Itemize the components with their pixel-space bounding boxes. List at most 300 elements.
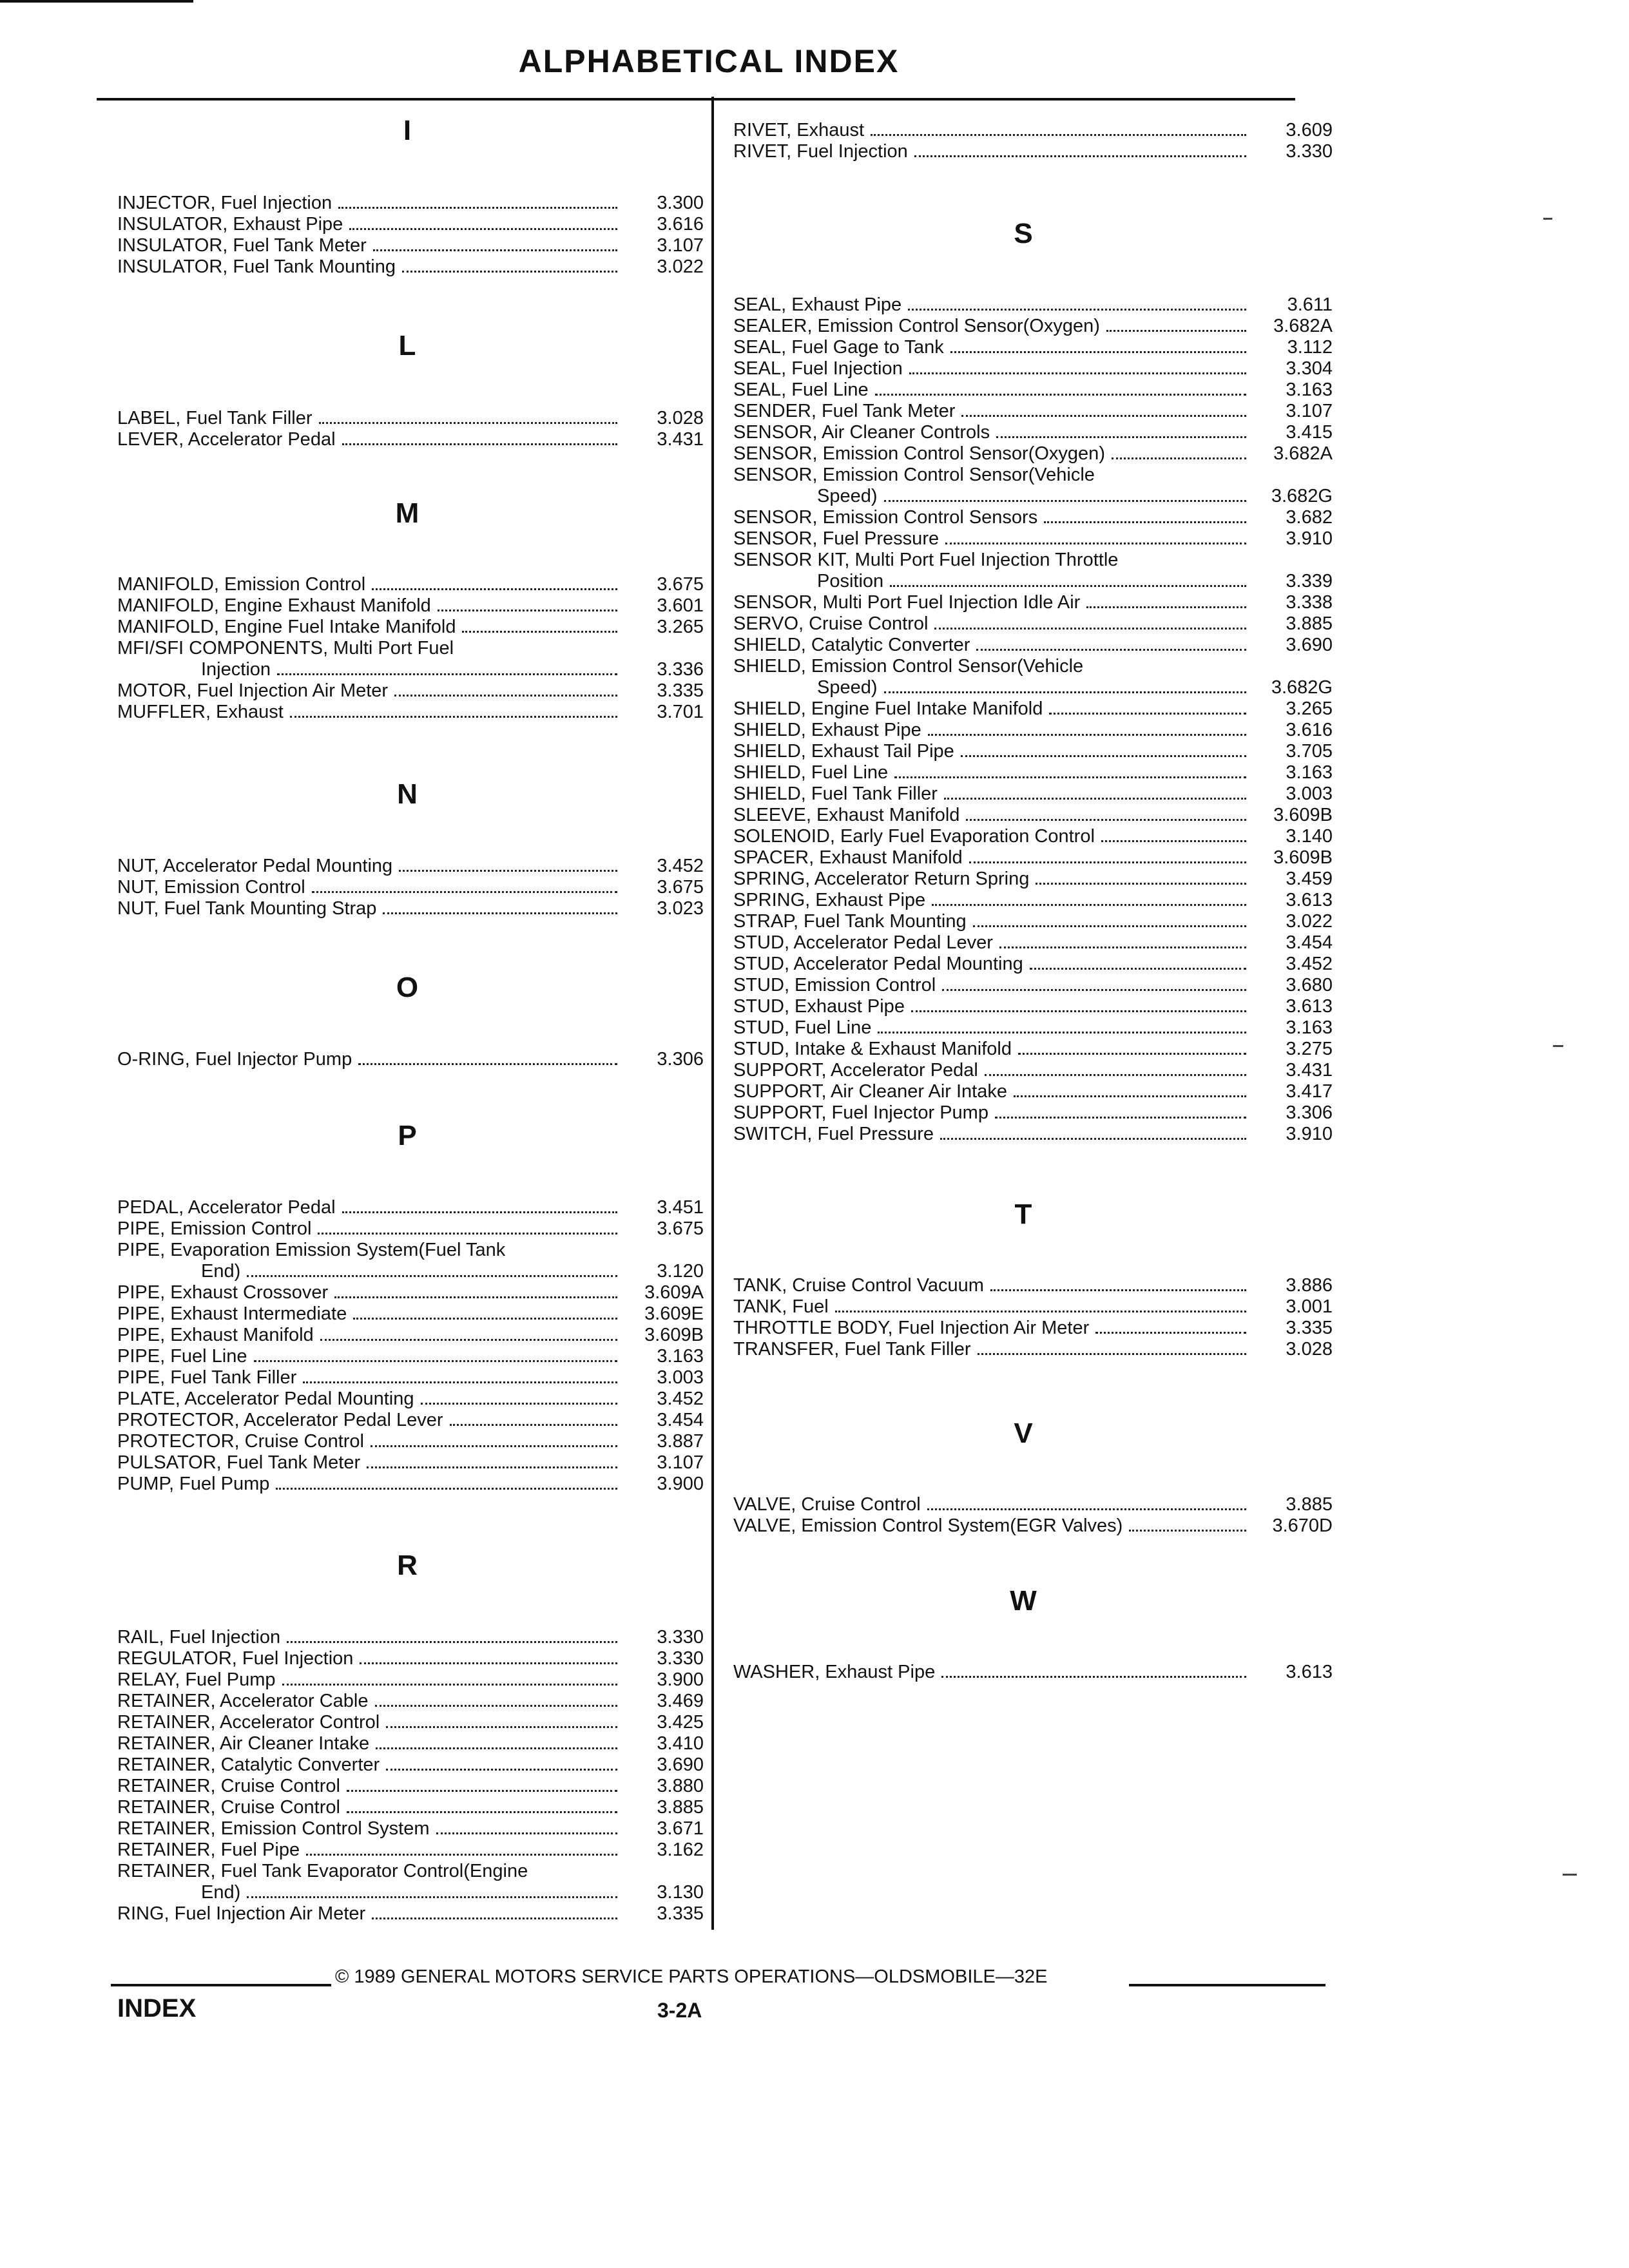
index-entry <box>117 680 704 702</box>
entry-text: RELAY, Fuel Pump <box>117 1669 276 1690</box>
entry-page-number: 3.107 <box>657 1452 704 1473</box>
entry-page-number: 3.028 <box>657 408 704 428</box>
dot-leader <box>927 1508 1246 1510</box>
index-entry <box>733 932 1333 954</box>
index-entry <box>117 1818 704 1840</box>
dot-leader <box>1112 457 1246 459</box>
index-entry <box>733 762 1333 783</box>
index-entry <box>117 1048 704 1070</box>
entry-text: SHIELD, Exhaust Tail Pipe <box>733 741 954 762</box>
index-entry <box>733 1274 1333 1296</box>
entry-page-number: 3.162 <box>657 1840 704 1860</box>
entry-text: RETAINER, Fuel Tank Evaporator Control(Engine <box>117 1861 528 1881</box>
index-entry <box>117 1839 704 1861</box>
entry-page-number: 3.682G <box>1271 486 1333 506</box>
index-entry <box>733 294 1333 316</box>
index-entry <box>733 549 1333 571</box>
entry-text: TANK, Cruise Control Vacuum <box>733 1275 984 1296</box>
dot-leader <box>909 372 1246 374</box>
entry-page-number: 3.682A <box>1273 443 1333 464</box>
index-entry <box>733 910 1333 932</box>
entry-page-number: 3.616 <box>1286 720 1333 740</box>
entry-page-number: 3.410 <box>657 1733 704 1754</box>
index-entry <box>733 591 1333 613</box>
index-entry <box>117 1452 704 1474</box>
entry-text: STUD, Fuel Line <box>733 1017 872 1038</box>
dot-leader <box>871 134 1246 136</box>
entry-page-number: 3.680 <box>1286 975 1333 995</box>
dot-leader <box>450 1424 617 1426</box>
dot-leader <box>282 1684 617 1686</box>
entry-page-number: 3.910 <box>1286 1124 1333 1144</box>
index-entry <box>117 1196 704 1218</box>
dot-leader <box>421 1403 618 1405</box>
dot-leader <box>349 228 617 230</box>
entry-text: RETAINER, Accelerator Control <box>117 1712 380 1733</box>
index-entry <box>733 1038 1333 1060</box>
index-entry <box>733 485 1333 507</box>
footer-rule-right <box>1129 1984 1325 1986</box>
entry-text: INJECTOR, Fuel Injection <box>117 193 333 213</box>
index-entry <box>733 1102 1333 1124</box>
index-entry <box>117 407 704 429</box>
index-entry <box>117 595 704 617</box>
entry-text: NUT, Fuel Tank Mounting Strap <box>117 898 377 919</box>
index-entry <box>117 1409 704 1431</box>
entry-page-number: 3.003 <box>657 1367 704 1388</box>
entry-page-number: 3.417 <box>1286 1081 1333 1102</box>
dot-leader <box>306 1854 617 1856</box>
dot-leader <box>303 1381 617 1383</box>
entry-page-number: 3.885 <box>1286 1494 1333 1515</box>
entry-page-number: 3.336 <box>657 659 704 680</box>
index-entry <box>733 1081 1333 1102</box>
entry-page-number: 3.107 <box>1286 401 1333 421</box>
dot-leader <box>1095 1332 1246 1334</box>
entry-text: PLATE, Accelerator Pedal Mounting <box>117 1389 414 1409</box>
entry-page-number: 3.601 <box>657 595 704 616</box>
entry-text: PUMP, Fuel Pump <box>117 1474 270 1494</box>
dot-leader <box>914 155 1246 157</box>
entry-page-number: 3.339 <box>1286 571 1333 591</box>
dot-leader <box>932 904 1246 906</box>
entry-text: INSULATOR, Fuel Tank Meter <box>117 235 367 256</box>
entry-text: SOLENOID, Early Fuel Evaporation Control <box>733 826 1095 847</box>
index-entry <box>733 1338 1333 1360</box>
entry-page-number: 3.304 <box>1286 358 1333 379</box>
entry-text: End) <box>201 1882 241 1903</box>
dot-leader <box>995 1117 1246 1119</box>
entry-page-number: 3.609 <box>1286 120 1333 140</box>
entry-page-number: 3.675 <box>657 574 704 595</box>
entry-text: TRANSFER, Fuel Tank Filler <box>733 1339 971 1360</box>
dot-leader <box>878 1032 1246 1033</box>
dot-leader <box>1014 1095 1246 1097</box>
dot-leader <box>373 249 617 251</box>
entry-page-number: 3.306 <box>657 1049 704 1070</box>
index-entry <box>117 898 704 919</box>
entry-text: SENSOR KIT, Multi Port Fuel Injection Throttle <box>733 550 1119 570</box>
dot-leader <box>894 776 1246 778</box>
entry-text: SENSOR, Emission Control Sensors <box>733 507 1038 528</box>
index-entry <box>733 443 1333 465</box>
dot-leader <box>890 585 1246 587</box>
index-entry <box>117 1903 704 1925</box>
entry-page-number: 3.130 <box>657 1882 704 1903</box>
entry-text: SENDER, Fuel Tank Meter <box>733 401 956 421</box>
entry-page-number: 3.900 <box>657 1474 704 1494</box>
entry-text: SHIELD, Emission Control Sensor(Vehicle <box>733 656 1084 677</box>
index-entry <box>117 1430 704 1452</box>
dot-leader <box>945 543 1246 544</box>
entry-page-number: 3.887 <box>657 1431 704 1452</box>
index-entry <box>733 847 1333 869</box>
entry-text: REGULATOR, Fuel Injection <box>117 1648 354 1669</box>
entry-text: RIVET, Fuel Injection <box>733 141 908 162</box>
index-entry <box>733 1494 1333 1515</box>
index-entry <box>733 315 1333 337</box>
dot-leader <box>386 1769 617 1771</box>
dot-leader <box>966 819 1246 821</box>
dot-leader <box>1101 840 1246 842</box>
entry-page-number: 3.451 <box>657 1197 704 1218</box>
entry-page-number: 3.675 <box>657 1218 704 1239</box>
entry-page-number: 3.613 <box>1286 996 1333 1017</box>
entry-page-number: 3.120 <box>657 1261 704 1282</box>
entry-text: MANIFOLD, Engine Fuel Intake Manifold <box>117 617 456 637</box>
entry-text: SHIELD, Fuel Line <box>733 762 889 783</box>
entry-text: SUPPORT, Accelerator Pedal <box>733 1060 978 1081</box>
entry-text: TANK, Fuel <box>733 1296 829 1317</box>
section-letter-w: W <box>1010 1585 1037 1617</box>
entry-text: MFI/SFI COMPONENTS, Multi Port Fuel <box>117 638 454 658</box>
dot-leader <box>394 695 617 697</box>
index-entry <box>117 1860 704 1882</box>
dot-leader <box>911 1010 1246 1012</box>
entry-page-number: 3.459 <box>1286 869 1333 889</box>
entry-page-number: 3.425 <box>657 1712 704 1733</box>
title-rule <box>97 98 1295 101</box>
index-entry <box>733 740 1333 762</box>
index-entry <box>117 616 704 638</box>
dot-leader <box>944 798 1246 800</box>
dot-leader <box>961 415 1246 417</box>
dot-leader <box>287 1641 617 1643</box>
entry-text: SEAL, Fuel Line <box>733 380 869 400</box>
entry-page-number: 3.454 <box>657 1410 704 1430</box>
dot-leader <box>934 628 1246 629</box>
entry-page-number: 3.885 <box>1286 613 1333 634</box>
dot-leader <box>1036 883 1246 885</box>
dot-leader <box>976 649 1246 651</box>
index-entry <box>117 1367 704 1389</box>
entry-page-number: 3.452 <box>657 1389 704 1409</box>
index-entry <box>117 1648 704 1669</box>
entry-text: End) <box>201 1261 241 1282</box>
entry-text: PROTECTOR, Cruise Control <box>117 1431 364 1452</box>
entry-text: PULSATOR, Fuel Tank Meter <box>117 1452 361 1473</box>
entry-page-number: 3.609B <box>644 1325 704 1345</box>
dot-leader <box>908 309 1246 311</box>
section-letter-s: S <box>1014 218 1033 249</box>
section-letter-t: T <box>1014 1198 1032 1230</box>
entry-page-number: 3.163 <box>657 1346 704 1367</box>
entry-page-number: 3.682A <box>1273 316 1333 336</box>
dot-leader <box>383 912 617 914</box>
entry-text: SENSOR, Multi Port Fuel Injection Idle Air <box>733 592 1081 613</box>
dot-leader <box>290 716 617 718</box>
index-entry <box>733 570 1333 592</box>
entry-text: O-RING, Fuel Injector Pump <box>117 1049 352 1070</box>
index-entry <box>117 1282 704 1303</box>
entry-text: PIPE, Emission Control <box>117 1218 312 1239</box>
entry-text: STRAP, Fuel Tank Mounting <box>733 911 967 932</box>
index-entry <box>733 613 1333 635</box>
dot-leader <box>360 1662 617 1664</box>
entry-text: RETAINER, Cruise Control <box>117 1776 340 1796</box>
index-entry <box>733 698 1333 720</box>
entry-page-number: 3.335 <box>1286 1318 1333 1338</box>
column-divider <box>711 97 714 1930</box>
entry-page-number: 3.613 <box>1286 1662 1333 1682</box>
index-entry <box>733 336 1333 358</box>
dot-leader <box>999 947 1246 948</box>
dot-leader <box>462 631 617 633</box>
dot-leader <box>353 1318 617 1320</box>
entry-page-number: 3.452 <box>1286 954 1333 974</box>
entry-page-number: 3.003 <box>1286 783 1333 804</box>
index-entry <box>733 655 1333 677</box>
entry-page-number: 3.705 <box>1286 741 1333 762</box>
dot-leader <box>941 1676 1246 1678</box>
entry-page-number: 3.609E <box>644 1303 704 1324</box>
dot-leader <box>375 1705 618 1707</box>
dot-leader <box>1018 1053 1246 1055</box>
section-letter-m: M <box>395 497 419 529</box>
entry-page-number: 3.415 <box>1286 422 1333 443</box>
index-entry <box>117 1324 704 1346</box>
entry-text: SENSOR, Emission Control Sensor(Vehicle <box>733 465 1095 485</box>
dot-leader <box>1030 968 1246 970</box>
entry-text: SEALER, Emission Control Sensor(Oxygen) <box>733 316 1100 336</box>
dot-leader <box>978 1353 1247 1355</box>
index-entry <box>733 140 1333 162</box>
index-entry <box>733 119 1333 141</box>
entry-text: SUPPORT, Fuel Injector Pump <box>733 1102 988 1123</box>
index-entry <box>733 1661 1333 1683</box>
section-letter-i: I <box>403 115 412 146</box>
index-entry <box>117 876 704 898</box>
section-letter-n: N <box>397 778 418 810</box>
entry-page-number: 3.609A <box>644 1282 704 1303</box>
entry-text: Position <box>817 571 884 591</box>
dot-leader <box>347 1811 617 1813</box>
entry-text: SLEEVE, Exhaust Manifold <box>733 805 960 825</box>
entry-page-number: 3.023 <box>657 898 704 919</box>
entry-page-number: 3.452 <box>657 856 704 876</box>
entry-page-number: 3.112 <box>1287 337 1333 358</box>
index-entry <box>733 1017 1333 1039</box>
entry-page-number: 3.107 <box>657 235 704 256</box>
entry-text: PROTECTOR, Accelerator Pedal Lever <box>117 1410 443 1430</box>
entry-text: SPACER, Exhaust Manifold <box>733 847 963 868</box>
entry-text: RING, Fuel Injection Air Meter <box>117 1903 366 1924</box>
index-entry <box>733 1296 1333 1318</box>
entry-page-number: 3.335 <box>657 1903 704 1924</box>
entry-text: INSULATOR, Exhaust Pipe <box>117 214 343 235</box>
dot-leader <box>386 1726 617 1728</box>
index-entry <box>733 974 1333 996</box>
index-entry <box>733 1317 1333 1339</box>
dot-leader <box>928 734 1246 736</box>
index-entry <box>733 634 1333 656</box>
entry-page-number: 3.671 <box>657 1818 704 1839</box>
entry-page-number: 3.265 <box>1286 698 1333 719</box>
entry-page-number: 3.616 <box>657 214 704 235</box>
index-entry <box>117 1473 704 1495</box>
entry-text: SERVO, Cruise Control <box>733 613 929 634</box>
entry-text: PIPE, Exhaust Crossover <box>117 1282 329 1303</box>
dot-leader <box>247 1275 617 1277</box>
entry-page-number: 3.163 <box>1286 1017 1333 1038</box>
dot-leader <box>372 588 617 590</box>
entry-page-number: 3.886 <box>1286 1275 1333 1296</box>
entry-text: SENSOR, Emission Control Sensor(Oxygen) <box>733 443 1105 464</box>
index-entry <box>117 1796 704 1818</box>
entry-page-number: 3.690 <box>657 1754 704 1775</box>
index-entry <box>733 804 1333 826</box>
dot-leader <box>277 673 617 675</box>
dot-leader <box>942 989 1246 991</box>
dot-leader <box>438 610 617 611</box>
page-number: 3-2A <box>657 1999 702 2022</box>
entry-text: PIPE, Fuel Tank Filler <box>117 1367 297 1388</box>
entry-text: RAIL, Fuel Injection <box>117 1627 281 1648</box>
entry-text: STUD, Exhaust Pipe <box>733 996 905 1017</box>
index-entry <box>117 573 704 595</box>
entry-text: SHIELD, Engine Fuel Intake Manifold <box>733 698 1043 719</box>
index-entry <box>733 528 1333 550</box>
entry-text: SUPPORT, Air Cleaner Air Intake <box>733 1081 1007 1102</box>
entry-page-number: 3.701 <box>657 702 704 722</box>
dot-leader <box>985 1074 1246 1076</box>
entry-text: SWITCH, Fuel Pressure <box>733 1124 934 1144</box>
page-title: ALPHABETICAL INDEX <box>518 43 900 79</box>
entry-page-number: 3.163 <box>1286 762 1333 783</box>
index-entry <box>117 1711 704 1733</box>
index-entry <box>733 889 1333 911</box>
entry-text: STUD, Accelerator Pedal Lever <box>733 932 993 953</box>
index-entry <box>117 1345 704 1367</box>
dot-leader <box>940 1138 1246 1140</box>
index-entry <box>733 421 1333 443</box>
entry-page-number: 3.330 <box>657 1648 704 1669</box>
dot-leader <box>372 1917 617 1919</box>
entry-text: SEAL, Exhaust Pipe <box>733 294 902 315</box>
entry-text: MANIFOLD, Emission Control <box>117 574 366 595</box>
index-entry <box>733 677 1333 698</box>
dot-leader <box>402 271 617 273</box>
entry-text: MUFFLER, Exhaust <box>117 702 284 722</box>
dot-leader <box>990 1289 1246 1291</box>
index-entry <box>117 1690 704 1712</box>
entry-page-number: 3.306 <box>1286 1102 1333 1123</box>
entry-page-number: 3.454 <box>1286 932 1333 953</box>
entry-text: RETAINER, Catalytic Converter <box>117 1754 380 1775</box>
index-entry <box>733 995 1333 1017</box>
index-entry <box>117 192 704 214</box>
top-edge-rule <box>0 0 193 3</box>
entry-text: SENSOR, Fuel Pressure <box>733 528 940 549</box>
index-entry <box>117 1239 704 1261</box>
entry-text: NUT, Accelerator Pedal Mounting <box>117 856 393 876</box>
scan-mark <box>1553 1045 1563 1047</box>
entry-text: MANIFOLD, Engine Exhaust Manifold <box>117 595 431 616</box>
index-entry <box>117 1218 704 1240</box>
entry-page-number: 3.300 <box>657 193 704 213</box>
entry-text: PIPE, Exhaust Intermediate <box>117 1303 347 1324</box>
index-entry <box>117 1754 704 1776</box>
index-entry <box>733 1123 1333 1145</box>
entry-text: VALVE, Cruise Control <box>733 1494 921 1515</box>
index-entry <box>117 637 704 659</box>
index-entry <box>733 719 1333 741</box>
entry-text: MOTOR, Fuel Injection Air Meter <box>117 680 389 701</box>
entry-text: SHIELD, Exhaust Pipe <box>733 720 921 740</box>
dot-leader <box>318 1233 617 1235</box>
dot-leader <box>334 1296 617 1298</box>
entry-page-number: 3.690 <box>1286 635 1333 655</box>
dot-leader <box>884 500 1246 502</box>
entry-page-number: 3.675 <box>657 877 704 898</box>
dot-leader <box>1106 330 1246 332</box>
dot-leader <box>358 1063 617 1065</box>
dot-leader <box>1086 606 1246 608</box>
index-entry <box>733 1515 1333 1537</box>
section-letter-o: O <box>396 972 419 1003</box>
entry-page-number: 3.885 <box>657 1797 704 1818</box>
index-entry <box>117 256 704 278</box>
scan-mark <box>1563 1874 1577 1876</box>
index-entry <box>733 464 1333 486</box>
entry-page-number: 3.431 <box>1286 1060 1333 1081</box>
entry-text: SHIELD, Fuel Tank Filler <box>733 783 938 804</box>
entry-text: PIPE, Fuel Line <box>117 1346 247 1367</box>
section-letter-l: L <box>398 330 416 361</box>
entry-page-number: 3.140 <box>1286 826 1333 847</box>
entry-page-number: 3.611 <box>1287 294 1333 315</box>
entry-page-number: 3.670D <box>1272 1515 1333 1536</box>
index-entry <box>733 379 1333 401</box>
index-entry <box>117 235 704 256</box>
entry-page-number: 3.022 <box>657 256 704 277</box>
footer-rule-left <box>111 1984 331 1986</box>
entry-page-number: 3.609B <box>1273 847 1333 868</box>
scan-mark <box>1543 218 1552 220</box>
dot-leader <box>320 1339 617 1341</box>
dot-leader <box>254 1360 618 1362</box>
entry-text: SENSOR, Air Cleaner Controls <box>733 422 990 443</box>
dot-leader <box>1049 713 1246 715</box>
index-entry <box>117 213 704 235</box>
entry-text: INSULATOR, Fuel Tank Mounting <box>117 256 396 277</box>
entry-text: Injection <box>201 659 271 680</box>
index-entry <box>733 783 1333 805</box>
entry-page-number: 3.275 <box>1286 1039 1333 1059</box>
entry-page-number: 3.022 <box>1286 911 1333 932</box>
dot-leader <box>347 1790 617 1792</box>
entry-page-number: 3.028 <box>1286 1339 1333 1360</box>
